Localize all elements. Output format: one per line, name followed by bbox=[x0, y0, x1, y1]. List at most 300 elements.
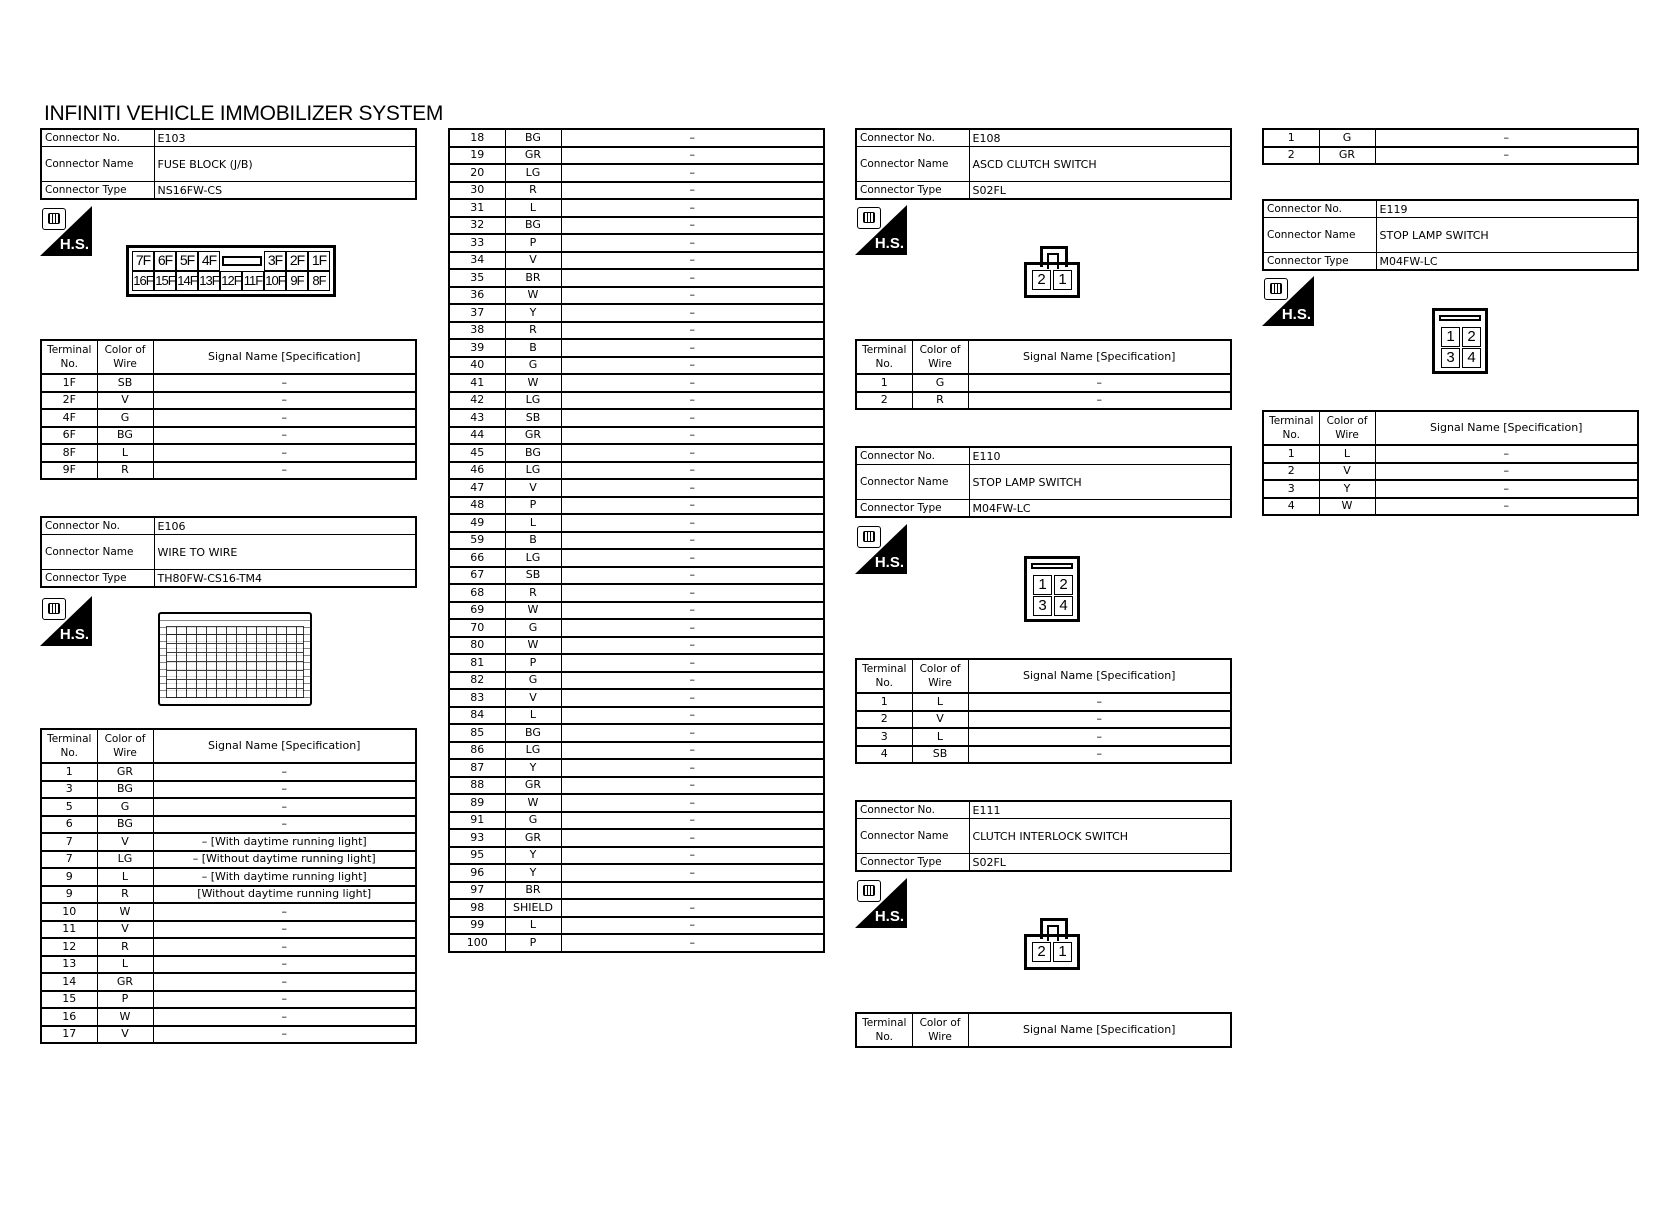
table-row bbox=[449, 392, 824, 410]
signal-name-cell: – bbox=[561, 269, 824, 287]
terminal-no-cell: 98 bbox=[449, 899, 505, 917]
signal-name-cell: – bbox=[153, 798, 416, 816]
terminal-no-cell: 5 bbox=[41, 798, 97, 816]
pin-label: 5F bbox=[176, 251, 198, 271]
terminal-no-cell: 2 bbox=[1263, 463, 1319, 481]
terminal-no-cell: 2 bbox=[856, 392, 912, 410]
connector-name-value: FUSE BLOCK (J/B) bbox=[154, 147, 416, 182]
wire-color-cell: Y bbox=[505, 847, 561, 865]
terminal-table-e103 bbox=[40, 339, 417, 480]
connector-type-value: NS16FW-CS bbox=[154, 182, 416, 200]
terminal-no-cell: 47 bbox=[449, 479, 505, 497]
connector-type-value: S02FL bbox=[969, 854, 1231, 872]
terminal-no-cell: 89 bbox=[449, 794, 505, 812]
wire-color-cell: B bbox=[505, 532, 561, 550]
signal-name-cell: – bbox=[561, 672, 824, 690]
header-color-of-wire: Color of Wire bbox=[97, 340, 153, 374]
table-row bbox=[449, 899, 824, 917]
terminal-no-cell: 91 bbox=[449, 812, 505, 830]
signal-name-cell: – [Without daytime running light] bbox=[153, 851, 416, 869]
signal-name-cell: – bbox=[561, 532, 824, 550]
connector-name-value: STOP LAMP SWITCH bbox=[1376, 218, 1638, 253]
signal-name-cell: – bbox=[968, 392, 1231, 410]
signal-name-cell: – bbox=[561, 287, 824, 305]
signal-name-cell: – bbox=[1375, 147, 1638, 165]
harness-side-icon: H.S. bbox=[855, 205, 907, 255]
table-row bbox=[449, 269, 824, 287]
wire-color-cell: B bbox=[505, 339, 561, 357]
pin-label: 2 bbox=[1032, 270, 1051, 290]
table-row bbox=[449, 409, 824, 427]
wire-color-cell: BG bbox=[505, 444, 561, 462]
wire-color-cell: SB bbox=[505, 409, 561, 427]
terminal-no-cell: 84 bbox=[449, 707, 505, 725]
wire-color-cell: GR bbox=[505, 829, 561, 847]
wire-color-cell: V bbox=[97, 921, 153, 939]
table-row bbox=[449, 182, 824, 200]
connector-name-value: WIRE TO WIRE bbox=[154, 535, 416, 570]
wire-color-cell: V bbox=[505, 252, 561, 270]
signal-name-cell: – bbox=[561, 567, 824, 585]
terminal-table-e111 bbox=[855, 1012, 1232, 1048]
wire-color-cell: GR bbox=[505, 147, 561, 165]
table-row bbox=[1263, 498, 1638, 516]
table-row bbox=[41, 781, 416, 799]
table-row bbox=[449, 287, 824, 305]
terminal-no-cell: 67 bbox=[449, 567, 505, 585]
table-row bbox=[1263, 445, 1638, 463]
wire-color-cell: SB bbox=[505, 567, 561, 585]
table-row bbox=[856, 746, 1231, 764]
terminal-table-e110 bbox=[855, 658, 1232, 764]
connector-no-value: E108 bbox=[969, 129, 1231, 147]
wire-color-cell: V bbox=[505, 479, 561, 497]
table-row bbox=[449, 497, 824, 515]
connector-name-value: STOP LAMP SWITCH bbox=[969, 465, 1231, 500]
table-row bbox=[449, 724, 824, 742]
signal-name-cell: – bbox=[153, 1026, 416, 1044]
terminal-no-cell: 31 bbox=[449, 199, 505, 217]
wire-color-cell: SB bbox=[97, 374, 153, 392]
table-row bbox=[41, 956, 416, 974]
table-row bbox=[856, 711, 1231, 729]
pin-label: 9F bbox=[286, 271, 308, 291]
signal-name-cell: – bbox=[561, 182, 824, 200]
table-row bbox=[449, 794, 824, 812]
signal-name-cell: – bbox=[1375, 498, 1638, 516]
two-pin-connector-diagram-e108 bbox=[1024, 246, 1080, 300]
wire-color-cell: G bbox=[97, 798, 153, 816]
signal-name-cell: – bbox=[561, 619, 824, 637]
terminal-no-cell: 83 bbox=[449, 689, 505, 707]
terminal-no-cell: 3 bbox=[856, 728, 912, 746]
harness-side-icon: H.S. bbox=[1262, 276, 1314, 326]
harness-side-icon: H.S. bbox=[40, 206, 92, 256]
table-row bbox=[41, 921, 416, 939]
wire-color-cell: G bbox=[505, 619, 561, 637]
label-connector-name: Connector Name bbox=[856, 819, 969, 854]
label-connector-no: Connector No. bbox=[1263, 200, 1376, 218]
terminal-no-cell: 16 bbox=[41, 1008, 97, 1026]
table-row bbox=[449, 532, 824, 550]
terminal-no-cell: 1 bbox=[856, 374, 912, 392]
wire-color-cell: W bbox=[505, 637, 561, 655]
wire-color-cell: G bbox=[912, 374, 968, 392]
label-connector-type: Connector Type bbox=[41, 570, 154, 588]
pin-label: 3 bbox=[1033, 596, 1052, 616]
header-color-of-wire: Color of Wire bbox=[912, 659, 968, 693]
table-row bbox=[449, 357, 824, 375]
table-row bbox=[41, 833, 416, 851]
signal-name-cell: – bbox=[561, 129, 824, 147]
pin-label: 13F bbox=[198, 271, 220, 291]
signal-name-cell: – bbox=[561, 829, 824, 847]
terminal-no-cell: 18 bbox=[449, 129, 505, 147]
signal-name-cell: – bbox=[561, 427, 824, 445]
signal-name-cell: – bbox=[561, 514, 824, 532]
pin-label: 1F bbox=[308, 251, 330, 271]
fuse-block-connector-diagram bbox=[126, 245, 336, 297]
signal-name-cell: – bbox=[561, 864, 824, 882]
pin-label: 1 bbox=[1053, 270, 1072, 290]
table-row bbox=[41, 938, 416, 956]
wire-color-cell: SHIELD bbox=[505, 899, 561, 917]
pin-label: 1 bbox=[1033, 575, 1052, 595]
wire-color-cell: GR bbox=[1319, 147, 1375, 165]
table-row bbox=[449, 759, 824, 777]
connector-info-e103 bbox=[40, 128, 417, 200]
signal-name-cell: – bbox=[561, 252, 824, 270]
table-row bbox=[449, 917, 824, 935]
table-row bbox=[41, 991, 416, 1009]
wire-color-cell: BG bbox=[97, 427, 153, 445]
terminal-no-cell: 41 bbox=[449, 374, 505, 392]
header-signal-name: Signal Name [Specification] bbox=[968, 340, 1231, 374]
signal-name-cell: – bbox=[561, 339, 824, 357]
connector-info-e108 bbox=[855, 128, 1232, 200]
table-row bbox=[449, 654, 824, 672]
terminal-no-cell: 36 bbox=[449, 287, 505, 305]
signal-name-cell: – bbox=[968, 374, 1231, 392]
signal-name-cell: – bbox=[153, 462, 416, 480]
table-row bbox=[449, 602, 824, 620]
signal-name-cell: – bbox=[561, 217, 824, 235]
terminal-no-cell: 95 bbox=[449, 847, 505, 865]
terminal-no-cell: 13 bbox=[41, 956, 97, 974]
wire-color-cell: R bbox=[505, 182, 561, 200]
signal-name-cell: – bbox=[561, 147, 824, 165]
signal-name-cell: – bbox=[561, 462, 824, 480]
header-terminal-no: Terminal No. bbox=[41, 340, 97, 374]
terminal-no-cell: 34 bbox=[449, 252, 505, 270]
harness-side-icon: H.S. bbox=[40, 596, 92, 646]
signal-name-cell: – bbox=[153, 903, 416, 921]
signal-name-cell: – bbox=[561, 759, 824, 777]
terminal-no-cell: 69 bbox=[449, 602, 505, 620]
pin-label: 1 bbox=[1053, 942, 1072, 962]
signal-name-cell: – bbox=[561, 357, 824, 375]
table-row bbox=[449, 234, 824, 252]
header-color-of-wire: Color of Wire bbox=[97, 729, 153, 763]
label-connector-no: Connector No. bbox=[41, 129, 154, 147]
page-title: INFINITI VEHICLE IMMOBILIZER SYSTEM bbox=[44, 102, 444, 125]
table-row bbox=[449, 514, 824, 532]
table-row bbox=[41, 816, 416, 834]
table-row bbox=[856, 392, 1231, 410]
wire-color-cell: L bbox=[505, 917, 561, 935]
pin-label: 1 bbox=[1441, 327, 1460, 347]
table-row bbox=[41, 886, 416, 904]
terminal-no-cell: 96 bbox=[449, 864, 505, 882]
signal-name-cell: – bbox=[561, 707, 824, 725]
signal-name-cell: – [With daytime running light] bbox=[153, 833, 416, 851]
wire-color-cell: LG bbox=[505, 392, 561, 410]
terminal-no-cell: 9 bbox=[41, 868, 97, 886]
pin-label: 4F bbox=[198, 251, 220, 271]
label-connector-type: Connector Type bbox=[1263, 253, 1376, 271]
header-terminal-no: Terminal No. bbox=[1263, 411, 1319, 445]
signal-name-cell: – bbox=[561, 549, 824, 567]
table-row bbox=[449, 637, 824, 655]
terminal-no-cell: 2 bbox=[856, 711, 912, 729]
terminal-no-cell: 7 bbox=[41, 851, 97, 869]
pin-label: 8F bbox=[308, 271, 330, 291]
wire-color-cell: LG bbox=[505, 164, 561, 182]
terminal-no-cell: 59 bbox=[449, 532, 505, 550]
table-row bbox=[41, 444, 416, 462]
signal-name-cell: – bbox=[561, 847, 824, 865]
table-row bbox=[41, 851, 416, 869]
header-signal-name: Signal Name [Specification] bbox=[968, 659, 1231, 693]
wire-color-cell: G bbox=[505, 672, 561, 690]
signal-name-cell: – bbox=[561, 812, 824, 830]
terminal-no-cell: 3 bbox=[41, 781, 97, 799]
wire-color-cell: L bbox=[505, 707, 561, 725]
label-connector-name: Connector Name bbox=[41, 535, 154, 570]
wire-color-cell: G bbox=[505, 812, 561, 830]
signal-name-cell: – bbox=[561, 304, 824, 322]
wire-color-cell: P bbox=[505, 654, 561, 672]
wire-color-cell: V bbox=[1319, 463, 1375, 481]
connector-info-e111 bbox=[855, 800, 1232, 872]
terminal-no-cell: 82 bbox=[449, 672, 505, 690]
wire-color-cell: LG bbox=[505, 462, 561, 480]
terminal-no-cell: 2 bbox=[1263, 147, 1319, 165]
table-row bbox=[41, 462, 416, 480]
terminal-no-cell: 12 bbox=[41, 938, 97, 956]
signal-name-cell: – bbox=[561, 497, 824, 515]
table-row bbox=[449, 339, 824, 357]
connector-name-value: CLUTCH INTERLOCK SWITCH bbox=[969, 819, 1231, 854]
table-row bbox=[856, 374, 1231, 392]
terminal-no-cell: 3 bbox=[1263, 480, 1319, 498]
terminal-no-cell: 87 bbox=[449, 759, 505, 777]
wire-color-cell: R bbox=[505, 584, 561, 602]
connector-no-value: E119 bbox=[1376, 200, 1638, 218]
table-row bbox=[449, 829, 824, 847]
wire-color-cell: P bbox=[505, 234, 561, 252]
signal-name-cell: – bbox=[561, 724, 824, 742]
wire-color-cell: BG bbox=[505, 724, 561, 742]
wire-color-cell: L bbox=[505, 199, 561, 217]
wire-color-cell: BG bbox=[505, 129, 561, 147]
terminal-no-cell: 93 bbox=[449, 829, 505, 847]
wire-color-cell: BR bbox=[505, 269, 561, 287]
terminal-no-cell: 1F bbox=[41, 374, 97, 392]
wire-color-cell: R bbox=[97, 462, 153, 480]
signal-name-cell: – bbox=[561, 899, 824, 917]
wire-color-cell: R bbox=[97, 886, 153, 904]
connector-no-value: E111 bbox=[969, 801, 1231, 819]
wire-color-cell: LG bbox=[505, 549, 561, 567]
header-signal-name: Signal Name [Specification] bbox=[153, 729, 416, 763]
signal-name-cell: – bbox=[1375, 129, 1638, 147]
fuse-gap bbox=[222, 256, 262, 266]
two-pin-connector-diagram-e111 bbox=[1024, 918, 1080, 972]
table-row bbox=[41, 763, 416, 781]
wire-color-cell: V bbox=[97, 833, 153, 851]
connector-type-value: S02FL bbox=[969, 182, 1231, 200]
table-row bbox=[449, 164, 824, 182]
table-row bbox=[449, 147, 824, 165]
terminal-no-cell: 9 bbox=[41, 886, 97, 904]
label-connector-name: Connector Name bbox=[1263, 218, 1376, 253]
wire-color-cell: Y bbox=[505, 304, 561, 322]
terminal-no-cell: 1 bbox=[41, 763, 97, 781]
wire-color-cell: BG bbox=[505, 217, 561, 235]
terminal-no-cell: 4F bbox=[41, 409, 97, 427]
terminal-no-cell: 49 bbox=[449, 514, 505, 532]
wire-color-cell: V bbox=[97, 1026, 153, 1044]
wire-color-cell: W bbox=[505, 374, 561, 392]
wire-color-cell: GR bbox=[97, 763, 153, 781]
header-color-of-wire: Color of Wire bbox=[1319, 411, 1375, 445]
terminal-no-cell: 39 bbox=[449, 339, 505, 357]
table-row bbox=[449, 304, 824, 322]
terminal-no-cell: 42 bbox=[449, 392, 505, 410]
table-row bbox=[41, 1008, 416, 1026]
signal-name-cell: – bbox=[153, 374, 416, 392]
label-connector-type: Connector Type bbox=[41, 182, 154, 200]
wire-color-cell: W bbox=[97, 903, 153, 921]
label-connector-no: Connector No. bbox=[856, 801, 969, 819]
label-connector-name: Connector Name bbox=[856, 147, 969, 182]
terminal-no-cell: 70 bbox=[449, 619, 505, 637]
connector-type-value: M04FW-LC bbox=[1376, 253, 1638, 271]
signal-name-cell: – bbox=[561, 584, 824, 602]
wire-color-cell: L bbox=[97, 956, 153, 974]
table-row bbox=[449, 444, 824, 462]
connector-name-value: ASCD CLUTCH SWITCH bbox=[969, 147, 1231, 182]
harness-side-icon: H.S. bbox=[855, 878, 907, 928]
table-row bbox=[449, 882, 824, 900]
signal-name-cell: – bbox=[153, 956, 416, 974]
pin-label: 10F bbox=[264, 271, 286, 291]
wire-color-cell: W bbox=[505, 602, 561, 620]
table-row bbox=[449, 847, 824, 865]
terminal-table-e106-continued bbox=[448, 128, 825, 953]
terminal-no-cell: 45 bbox=[449, 444, 505, 462]
connector-no-value: E110 bbox=[969, 447, 1231, 465]
wire-color-cell: LG bbox=[97, 851, 153, 869]
terminal-table-e106 bbox=[40, 728, 417, 1044]
wire-color-cell: BR bbox=[505, 882, 561, 900]
terminal-no-cell: 88 bbox=[449, 777, 505, 795]
signal-name-cell: – bbox=[153, 392, 416, 410]
terminal-no-cell: 38 bbox=[449, 322, 505, 340]
signal-name-cell bbox=[561, 882, 824, 900]
pin-label: 2F bbox=[286, 251, 308, 271]
table-row bbox=[1263, 147, 1638, 165]
signal-name-cell: – bbox=[561, 234, 824, 252]
terminal-no-cell: 81 bbox=[449, 654, 505, 672]
terminal-no-cell: 37 bbox=[449, 304, 505, 322]
wire-color-cell: Y bbox=[1319, 480, 1375, 498]
wire-color-cell: L bbox=[912, 728, 968, 746]
wire-color-cell: W bbox=[505, 794, 561, 812]
signal-name-cell: [Without daytime running light] bbox=[153, 886, 416, 904]
signal-name-cell: – bbox=[1375, 445, 1638, 463]
connector-type-value: TH80FW-CS16-TM4 bbox=[154, 570, 416, 588]
signal-name-cell: – bbox=[968, 711, 1231, 729]
wire-color-cell: L bbox=[1319, 445, 1375, 463]
label-connector-no: Connector No. bbox=[41, 517, 154, 535]
header-terminal-no: Terminal No. bbox=[856, 659, 912, 693]
terminal-no-cell: 35 bbox=[449, 269, 505, 287]
signal-name-cell: – bbox=[561, 374, 824, 392]
wire-color-cell: L bbox=[97, 444, 153, 462]
header-color-of-wire: Color of Wire bbox=[912, 1013, 968, 1047]
terminal-no-cell: 14 bbox=[41, 973, 97, 991]
table-row bbox=[449, 462, 824, 480]
table-row bbox=[1263, 129, 1638, 147]
header-signal-name: Signal Name [Specification] bbox=[1375, 411, 1638, 445]
table-row bbox=[449, 567, 824, 585]
label-connector-type: Connector Type bbox=[856, 854, 969, 872]
terminal-no-cell: 20 bbox=[449, 164, 505, 182]
wire-color-cell: GR bbox=[505, 777, 561, 795]
header-signal-name: Signal Name [Specification] bbox=[968, 1013, 1231, 1047]
pin-label: 15F bbox=[154, 271, 176, 291]
signal-name-cell: – bbox=[561, 742, 824, 760]
label-connector-no: Connector No. bbox=[856, 129, 969, 147]
terminal-no-cell: 1 bbox=[856, 693, 912, 711]
table-row bbox=[41, 903, 416, 921]
terminal-no-cell: 9F bbox=[41, 462, 97, 480]
terminal-no-cell: 99 bbox=[449, 917, 505, 935]
table-row bbox=[856, 728, 1231, 746]
wire-color-cell: L bbox=[97, 868, 153, 886]
table-row bbox=[449, 812, 824, 830]
table-row bbox=[449, 864, 824, 882]
four-pin-connector-diagram-e119 bbox=[1432, 308, 1488, 374]
label-connector-type: Connector Type bbox=[856, 182, 969, 200]
signal-name-cell: – bbox=[561, 602, 824, 620]
terminal-no-cell: 10 bbox=[41, 903, 97, 921]
terminal-table-e119 bbox=[1262, 410, 1639, 516]
table-row bbox=[449, 427, 824, 445]
terminal-no-cell: 68 bbox=[449, 584, 505, 602]
signal-name-cell: – bbox=[561, 392, 824, 410]
signal-name-cell: – bbox=[561, 322, 824, 340]
wire-to-wire-connector-diagram bbox=[158, 612, 312, 706]
pin-label: 2 bbox=[1032, 942, 1051, 962]
connector-info-e119 bbox=[1262, 199, 1639, 271]
wire-color-cell: GR bbox=[97, 973, 153, 991]
terminal-no-cell: 8F bbox=[41, 444, 97, 462]
wire-color-cell: G bbox=[1319, 129, 1375, 147]
wire-color-cell: GR bbox=[505, 427, 561, 445]
